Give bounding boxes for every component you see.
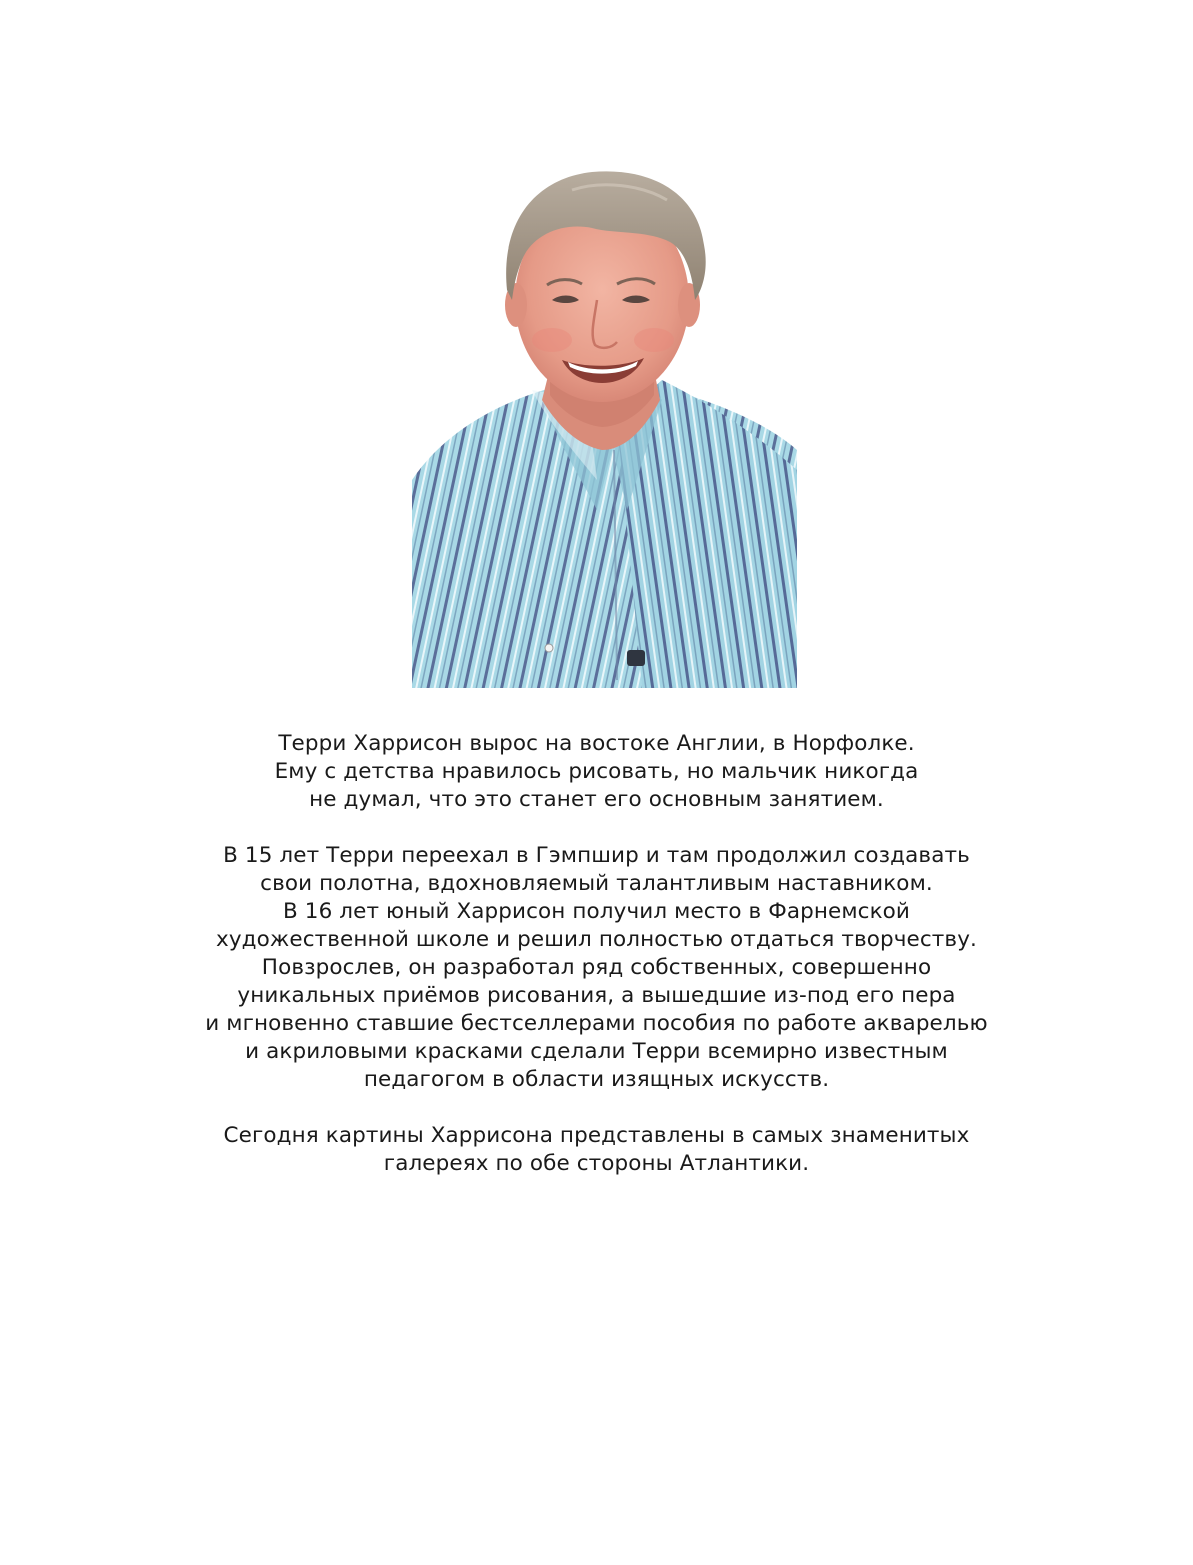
author-portrait (412, 150, 797, 688)
author-biography (150, 730, 1043, 1206)
bio-paragraph-today (150, 1122, 1043, 1178)
bio-line: Ему с детства нравилось рисовать, но мальчик никогда (274, 759, 919, 784)
bio-line: В 16 лет юный Харрисон получил место в Фарнемской (283, 899, 910, 924)
bio-paragraph-career (150, 842, 1043, 1094)
bio-line: и акриловыми красками сделали Терри всемирно известным (245, 1039, 948, 1064)
bio-line: свои полотна, вдохновляемый талантливым наставником. (260, 871, 933, 896)
bio-line: В 15 лет Терри переехал в Гэмпшир и там продолжил создавать (223, 843, 970, 868)
bio-paragraph-childhood (150, 730, 1043, 814)
bio-line: педагогом в области изящных искусств. (363, 1067, 830, 1092)
bio-line: и мгновенно ставшие бестселлерами пособия по работе акварелью (205, 1011, 988, 1036)
bio-line: Повзрослев, он разработал ряд собственных, совершенно (261, 955, 932, 980)
bio-line: Сегодня картины Харрисона представлены в самых знаменитых (223, 1123, 970, 1148)
bio-line: уникальных приёмов рисования, а вышедшие из-под его пера (237, 983, 956, 1008)
bio-line: не думал, что это станет его основным занятием. (309, 787, 884, 812)
author-portrait-illustration (412, 150, 797, 688)
bio-line: Терри Харрисон вырос на востоке Англии, в Норфолке. (278, 731, 915, 756)
bio-line: галереях по обе стороны Атлантики. (383, 1151, 810, 1176)
bio-line: художественной школе и решил полностью отдаться творчеству. (216, 927, 977, 952)
